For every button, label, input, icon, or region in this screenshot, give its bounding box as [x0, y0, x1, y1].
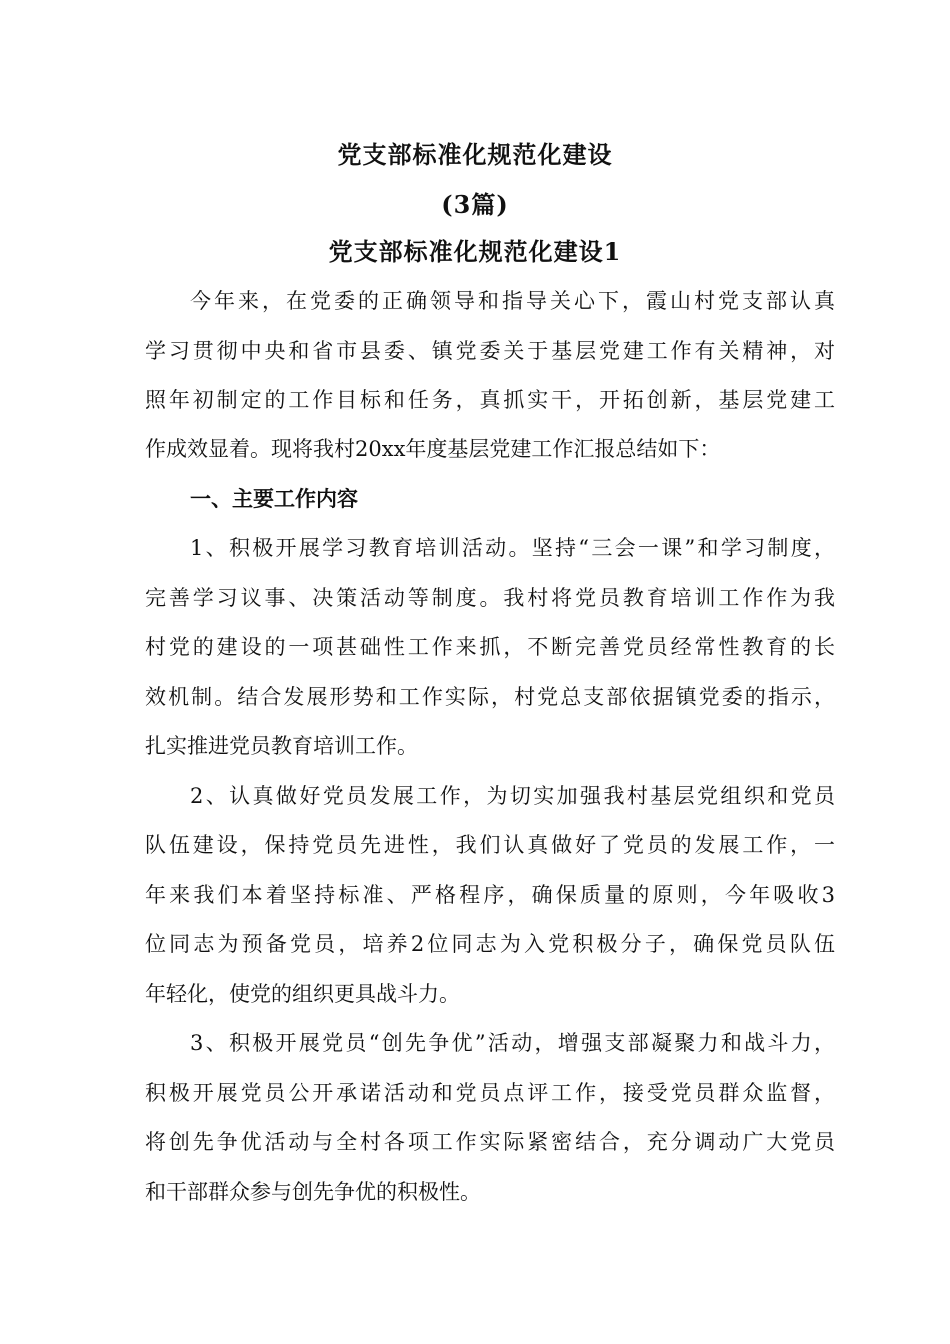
paragraph-line: 学习贯彻中央和省市县委、镇党委关于基层党建工作有关精神，对 — [145, 339, 835, 363]
paragraph-line: 3、积极开展党员“创先争优”活动，增强支部凝聚力和战斗力， — [190, 1031, 835, 1055]
paragraph-line: 效机制。结合发展形势和工作实际，村党总支部依据镇党委的指示， — [145, 685, 835, 709]
document-subtitle: (3篇) — [441, 190, 509, 219]
paragraph-line: 今年来，在党委的正确领导和指导关心下，霞山村党支部认真 — [190, 289, 835, 313]
document-title: 党支部标准化规范化建设 — [337, 140, 613, 169]
section-title: 党支部标准化规范化建设1 — [328, 237, 622, 266]
paragraph-line: 将创先争优活动与全村各项工作实际紧密结合，充分调动广大党员 — [145, 1130, 835, 1154]
paragraph-line: 扎实推进党员教育培训工作。 — [145, 734, 418, 758]
paragraph-line: 位同志为预备党员，培养2位同志为入党积极分子，确保党员队伍 — [145, 932, 835, 956]
paragraph-line: 年来我们本着坚持标准、严格程序，确保质量的原则，今年吸收3 — [145, 883, 835, 907]
paragraph-line: 积极开展党员公开承诺活动和党员点评工作，接受党员群众监督， — [145, 1081, 835, 1105]
paragraph-line: 作成效显着。现将我村20xx年度基层党建工作汇报总结如下： — [145, 437, 721, 461]
paragraph-line: 队伍建设，保持党员先进性，我们认真做好了党员的发展工作，一 — [145, 833, 835, 857]
paragraph-line: 2、认真做好党员发展工作，为切实加强我村基层党组织和党员 — [190, 784, 835, 808]
paragraph-line: 村党的建设的一项甚础性工作来抓，不断完善党员经常性教育的长 — [145, 635, 835, 659]
paragraph-line: 照年初制定的工作目标和任务，真抓实干，开拓创新，基层党建工 — [145, 388, 835, 412]
paragraph-line: 完善学习议事、决策活动等制度。我村将党员教育培训工作作为我 — [145, 586, 835, 610]
paragraph-line: 和干部群众参与创先争优的积极性。 — [145, 1180, 481, 1204]
section-heading: 一、主要工作内容 — [190, 486, 358, 511]
paragraph-line: 1、积极开展学习教育培训活动。坚持“三会一课”和学习制度， — [190, 536, 835, 560]
paragraph-line: 年轻化，使党的组织更具战斗力。 — [145, 982, 460, 1006]
